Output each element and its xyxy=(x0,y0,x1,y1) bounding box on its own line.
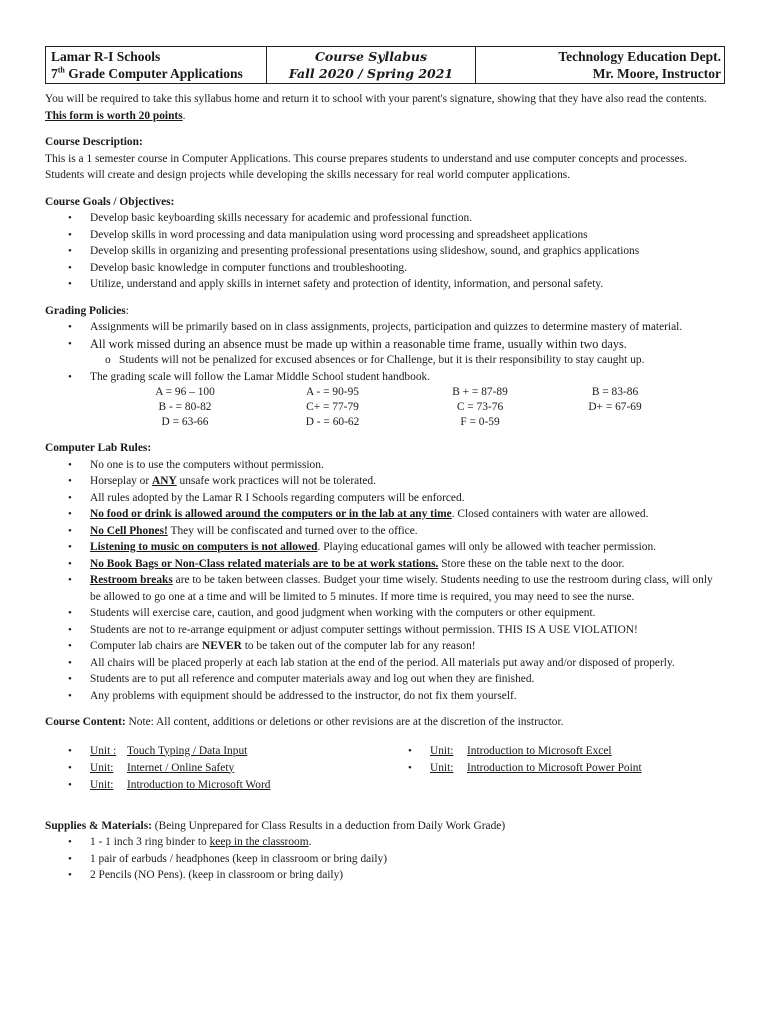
lab-rules-list xyxy=(45,457,725,705)
supplies-list xyxy=(45,834,725,884)
grading-list xyxy=(45,319,725,352)
grading-scale xyxy=(45,385,725,430)
list-item: • Students are to put all reference and computer materials away and log out when they are finished. xyxy=(90,671,725,688)
list-item: • 1 pair of earbuds / headphones (keep in classroom or bring daily) xyxy=(90,851,725,868)
list-item: • All rules adopted by the Lamar R I Schools regarding computers will be enforced. xyxy=(90,490,725,507)
header-right xyxy=(476,47,726,83)
term: Fall 2020 / Spring 2021 xyxy=(288,66,454,81)
grading-policies xyxy=(45,303,725,431)
list-item: • Develop basic keyboarding skills necessary for academic and professional function. xyxy=(90,210,725,227)
unit-item: • Unit: Introduction to Microsoft Excel xyxy=(430,743,685,760)
points-emphasis: This form is worth 20 points xyxy=(45,109,183,122)
computer-lab-rules xyxy=(45,440,725,704)
department: Technology Education Dept. xyxy=(558,49,721,64)
grade-cell: C = 73-76 xyxy=(456,401,504,413)
list-item: • Develop skills in organizing and presenting professional presentations using slideshow, sound, and graphics applications xyxy=(90,243,725,260)
list-item: • Develop basic knowledge in computer functions and troubleshooting. xyxy=(90,260,725,277)
list-item: • Students are not to re-arrange equipment or adjust computer settings without permission. THIS IS A USE VIOLATION! xyxy=(90,622,725,639)
list-item: • Any problems with equipment should be addressed to the instructor, do not fix them yourself. xyxy=(90,688,725,705)
list-item: • No one is to use the computers without permission. xyxy=(90,457,725,474)
content-heading: Course Content: Note: All content, additions or deletions or other revisions are at the discretion of the instructor. xyxy=(45,716,564,728)
grading-title: Grading Policies: xyxy=(45,304,129,317)
grade-cell: B - = 80-82 xyxy=(158,401,212,413)
course-name: 7th Grade Computer Applications xyxy=(51,65,243,81)
list-item: • No Book Bags or Non-Class related materials are to be at work stations. Store these on the table next to the door. xyxy=(90,556,725,573)
syllabus-page xyxy=(45,46,725,884)
list-item: • All work missed during an absence must be made up within a reasonable time frame, usually within two days. xyxy=(90,336,725,353)
goals-title: Course Goals / Objectives: xyxy=(45,195,175,208)
description-text: This is a 1 semester course in Computer Applications. This course prepares students to understand and use computer concepts and processes. Students will create and design projects while developing the skills necessary for real world computer applications. xyxy=(45,152,687,181)
supplies-heading: Supplies & Materials: (Being Unprepared for Class Results in a deduction from Daily Work Grade) xyxy=(45,819,506,832)
course-description xyxy=(45,134,725,184)
grading-sub-item: o Students will not be penalized for excused absences or for Challenge, but it is their responsibility to stay caught up. xyxy=(105,354,645,366)
list-item: • Students will exercise care, caution, and good judgment when working with the computers or other equipment. xyxy=(90,605,725,622)
grade-cell: F = 0-59 xyxy=(460,416,500,428)
grade-cell: B + = 87-89 xyxy=(452,386,508,398)
units-left xyxy=(45,743,385,794)
list-item: • Utilize, understand and apply skills in internet safety and protection of identity, information, and personal safety. xyxy=(90,276,725,293)
grade-cell: C+ = 77-79 xyxy=(306,401,359,413)
lab-rules-title: Computer Lab Rules: xyxy=(45,442,152,454)
unit-item: • Unit: Introduction to Microsoft Power Point xyxy=(430,760,685,777)
header-middle xyxy=(266,47,476,83)
grade-cell: D+ = 67-69 xyxy=(588,401,642,413)
list-item: • No Cell Phones! They will be confiscated and turned over to the office. xyxy=(90,523,725,540)
grade-cell: A - = 90-95 xyxy=(306,386,359,398)
intro-paragraph: You will be required to take this syllabus home and return it to school with your parent's signature, showing that they have also read the contents. This form is worth 20 points. xyxy=(45,93,707,122)
syllabus-title: Course Syllabus xyxy=(314,49,428,64)
goals-list xyxy=(45,210,725,293)
description-title: Course Description: xyxy=(45,136,143,148)
supplies-materials xyxy=(45,818,725,884)
list-item: • Listening to music on computers is not allowed. Playing educational games will only be allowed with teacher permission. xyxy=(90,539,725,556)
list-item: • Assignments will be primarily based on in class assignments, projects, participation and quizzes to determine mastery of material. xyxy=(90,319,725,336)
unit-item: • Unit: Introduction to Microsoft Word xyxy=(90,777,385,794)
units-right xyxy=(385,743,685,794)
course-goals xyxy=(45,194,725,293)
list-item: • All chairs will be placed properly at each lab station at the end of the period. All materials put away and/or disposed of properly. xyxy=(90,655,725,672)
list-item: • Computer lab chairs are NEVER to be taken out of the computer lab for any reason! xyxy=(90,638,725,655)
list-item: • Develop skills in word processing and data manipulation using word processing and spreadsheet applications xyxy=(90,227,725,244)
grade-cell xyxy=(555,415,675,430)
grade-cell: D = 63-66 xyxy=(161,416,209,428)
unit-item: • Unit : Touch Typing / Data Input xyxy=(90,743,385,760)
header-table xyxy=(45,46,725,84)
unit-item: • Unit: Internet / Online Safety xyxy=(90,760,385,777)
grade-cell: D - = 60-62 xyxy=(305,416,360,428)
course-content xyxy=(45,714,725,794)
list-item: • The grading scale will follow the Lamar Middle School student handbook. xyxy=(90,369,725,386)
school-name: Lamar R-I Schools xyxy=(51,49,161,64)
header-left xyxy=(46,47,266,83)
list-item: • 1 - 1 inch 3 ring binder to keep in the classroom. xyxy=(90,834,725,851)
instructor: Mr. Moore, Instructor xyxy=(592,66,721,81)
units-list xyxy=(45,743,725,794)
list-item: • 2 Pencils (NO Pens). (keep in classroom or bring daily) xyxy=(90,867,725,884)
grade-cell: A = 96 – 100 xyxy=(155,386,215,398)
list-item: • Restroom breaks are to be taken between classes. Budget your time wisely. Students needing to use the restroom during class, will only be allowed to go one at a time and will be limited to 5 minutes. If more time is required, you may need to see the nurse. xyxy=(90,572,725,605)
grade-cell: B = 83-86 xyxy=(591,386,639,398)
list-item: • Horseplay or ANY unsafe work practices will not be tolerated. xyxy=(90,473,725,490)
list-item: • No food or drink is allowed around the computers or in the lab at any time. Closed containers with water are allowed. xyxy=(90,506,725,523)
